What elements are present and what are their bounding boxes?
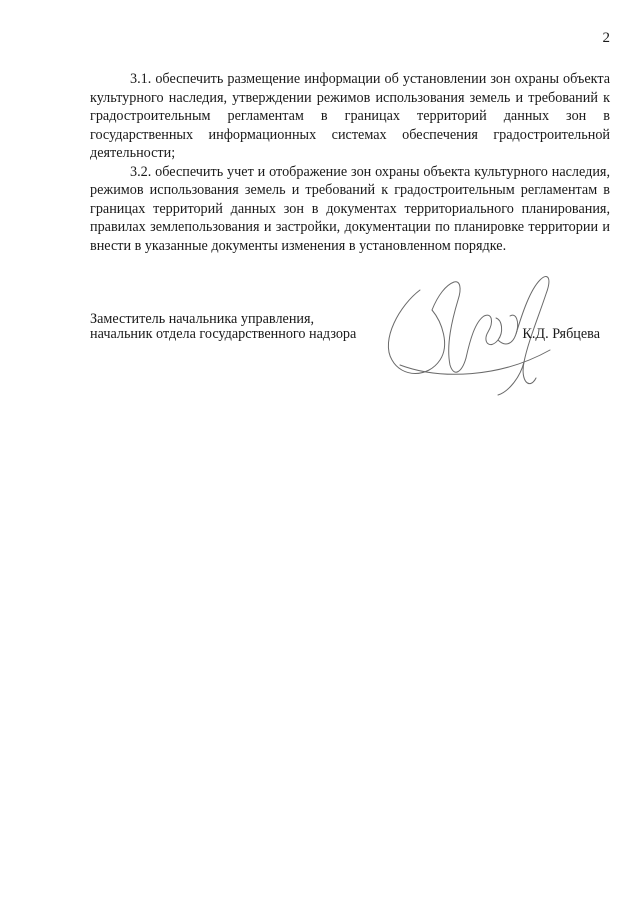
- paragraph-3-1: 3.1. обеспечить размещение информации об установлении зон охраны объекта культурного наследия, утверждении режимов использования земель и требований к градостроительным регламентам в границах территорий данных зон в государственных информационных системах обеспечения градостроительной деятельности;: [90, 71, 610, 161]
- paragraph-3-2: 3.2. обеспечить учет и отображение зон охраны объекта культурного наследия, режимов использования земель и требований к градостроительным регламентам в границах территорий данных зон в документах территориального планирования, правилах землепользования и застройки, документации по планировке территории и внести в указанные документы изменения в установленном порядке.: [90, 163, 610, 254]
- signer-position-line-1: Заместитель начальника управления,: [90, 311, 315, 327]
- page-number: 2: [602, 30, 610, 46]
- signer-name: К.Д. Рябцева: [522, 326, 600, 342]
- document-body: [90, 70, 610, 255]
- signature-block: [90, 310, 610, 390]
- signer-position-line-2: начальник отдела государственного надзора: [90, 326, 357, 342]
- signer-position: [90, 312, 356, 342]
